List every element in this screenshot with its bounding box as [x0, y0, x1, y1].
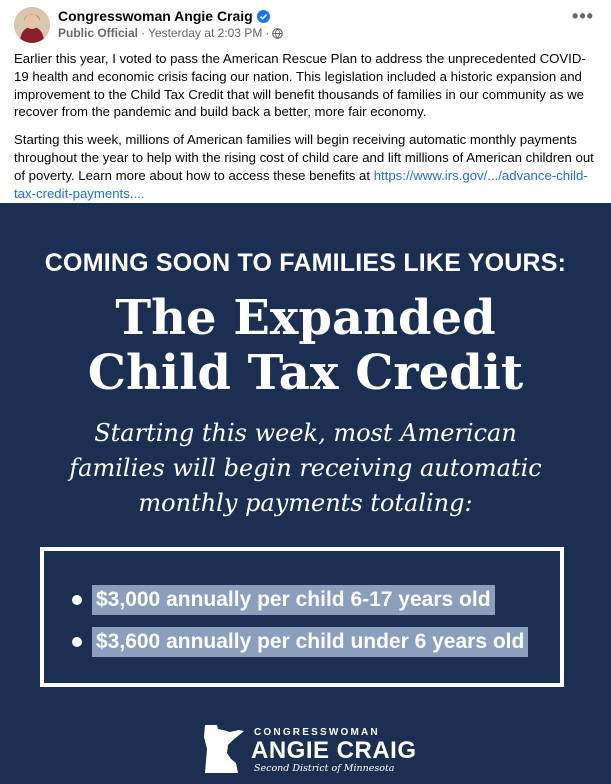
more-options-icon[interactable]: ••• [572, 6, 594, 26]
logo-title: CONGRESSWOMAN [254, 727, 380, 738]
graphic-subhead [0, 416, 611, 521]
campaign-logo [0, 723, 611, 783]
logo-name: ANGIE CRAIG [251, 737, 417, 764]
post-paragraph-text: Starting this week, millions of American families will begin receiving automatic monthly payments throughout the year to help with the rising cost of child care and lift millions of American children out of poverty. Learn more about how to access these benefits at [14, 132, 594, 183]
author-line [58, 8, 270, 24]
amount-item [72, 627, 528, 657]
amount-item [72, 585, 495, 615]
subhead-line: Starting this week, most American [94, 419, 517, 447]
graphic-headline [0, 291, 611, 401]
avatar[interactable] [14, 7, 50, 43]
headline-line: Child Tax Credit [87, 345, 524, 401]
subhead-line: families will begin receiving automatic [69, 454, 542, 482]
amounts-box [40, 547, 564, 687]
post-meta [58, 26, 283, 40]
headline-line: The Expanded [115, 290, 496, 346]
graphic-eyebrow: COMING SOON TO FAMILIES LIKE YOURS: [44, 249, 567, 277]
irs-link[interactable]: https://www.irs.gov/.../advance-child-tax-credit-payments.... [14, 167, 588, 201]
minnesota-map-icon [203, 723, 245, 775]
bullet [72, 595, 82, 605]
post-timestamp[interactable]: Yesterday at 2:03 PM [148, 26, 263, 40]
subhead-line: monthly payments totaling: [138, 489, 473, 517]
logo-district: Second District of Minnesota [254, 763, 395, 774]
meta-separator: · [265, 26, 270, 40]
post-paragraph [14, 131, 598, 202]
post-header [0, 0, 611, 44]
globe-icon [272, 28, 283, 39]
post-paragraph: Earlier this year, I voted to pass the American Rescue Plan to address the unprecedented COVID-19 health and economic crisis facing our nation. This legislation included a historic expansion and improvement to the Child Tax Credit that will benefit thousands of families in our community as we recover from the pandemic and build back a better, more fair economy. [14, 51, 586, 120]
bullet [72, 637, 82, 647]
author-role: Public Official [58, 26, 139, 40]
amount-text: $3,000 annually per child 6-17 years old [92, 585, 495, 615]
meta-separator: · [141, 26, 146, 40]
author-name[interactable]: Congresswoman Angie Craig [58, 8, 253, 24]
post-text [14, 50, 598, 212]
amount-text: $3,600 annually per child under 6 years old [92, 627, 528, 657]
verified-badge-icon [257, 10, 270, 23]
post-image[interactable] [0, 203, 611, 784]
